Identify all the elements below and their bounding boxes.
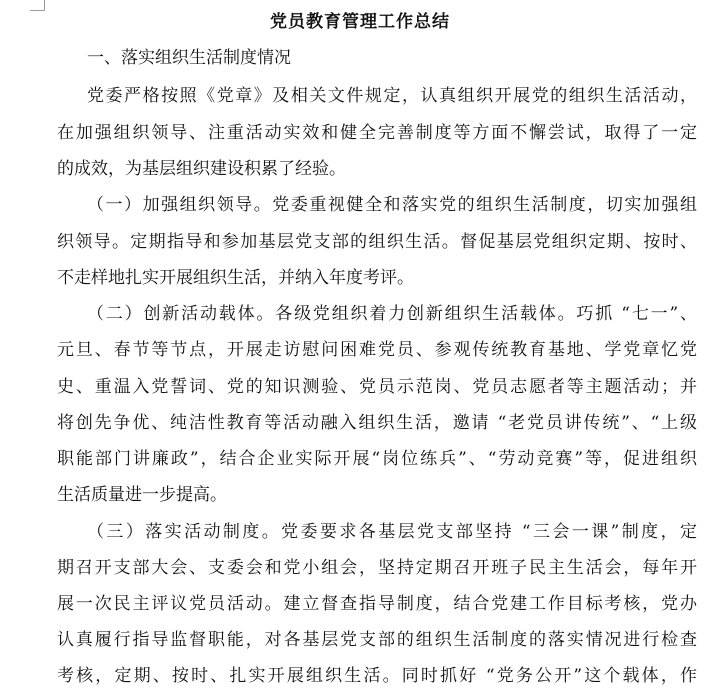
- paragraph-line: 党委严格按照《党章》及相关文件规定，认真组织开展党的组织生活活动，: [87, 86, 697, 106]
- paragraph-line: 在加强组织领导、注重活动实效和健全完善制度等方面不懈尝试，取得了一定: [57, 123, 697, 143]
- paragraph-line: （一）加强组织领导。党委重视健全和落实党的组织生活制度，切实加强组: [87, 195, 697, 215]
- paragraph-line: 的成效，为基层组织建设积累了经验。: [57, 159, 346, 179]
- paragraph-line: 生活质量进一步提高。: [57, 485, 227, 505]
- paragraph-line: 不走样地扎实开展组织生活，并纳入年度考评。: [57, 268, 414, 288]
- paragraph-line: （二）创新活动载体。各级党组织着力创新组织生活载体。巧抓 “七一”、: [87, 304, 697, 324]
- paragraph-line: （三）落实活动制度。党委要求各基层党支部坚持 “三会一课”制度，定: [87, 522, 697, 542]
- paragraph-line: 元旦、春节等节点，开展走访慰问困难党员、参观传统教育基地、学党章忆党: [57, 340, 697, 360]
- paragraph-line: 展一次民主评议党员活动。建立督查指导制度，结合党建工作目标考核，党办: [57, 594, 697, 614]
- document-title: 党员教育管理工作总结: [270, 12, 450, 32]
- section-heading: 一、落实组织生活制度情况: [87, 48, 291, 68]
- paragraph-line: 认真履行指导监督职能，对各基层党支部的组织生活制度的落实情况进行检查: [57, 630, 697, 650]
- paragraph-line: 史、重温入党誓词、党的知识测验、党员示范岗、党员志愿者等主题活动；并: [57, 377, 697, 397]
- paragraph-line: 考核，定期、按时、扎实开展组织生活。同时抓好 “党务公开”这个载体，作: [57, 666, 697, 686]
- paragraph-line: 期召开支部大会、支委会和党小组会，坚持定期召开班子民主生活会，每年开: [57, 558, 697, 578]
- paragraph-line: 职能部门讲廉政”，结合企业实际开展“岗位练兵”、“劳动竞赛”等，促进组织: [57, 449, 697, 469]
- paragraph-line: 将创先争优、纯洁性教育等活动融入组织生活，邀请 “老党员讲传统”、“上级: [57, 413, 697, 433]
- paragraph-line: 织领导。定期指导和参加基层党支部的组织生活。督促基层党组织定期、按时、: [57, 232, 697, 252]
